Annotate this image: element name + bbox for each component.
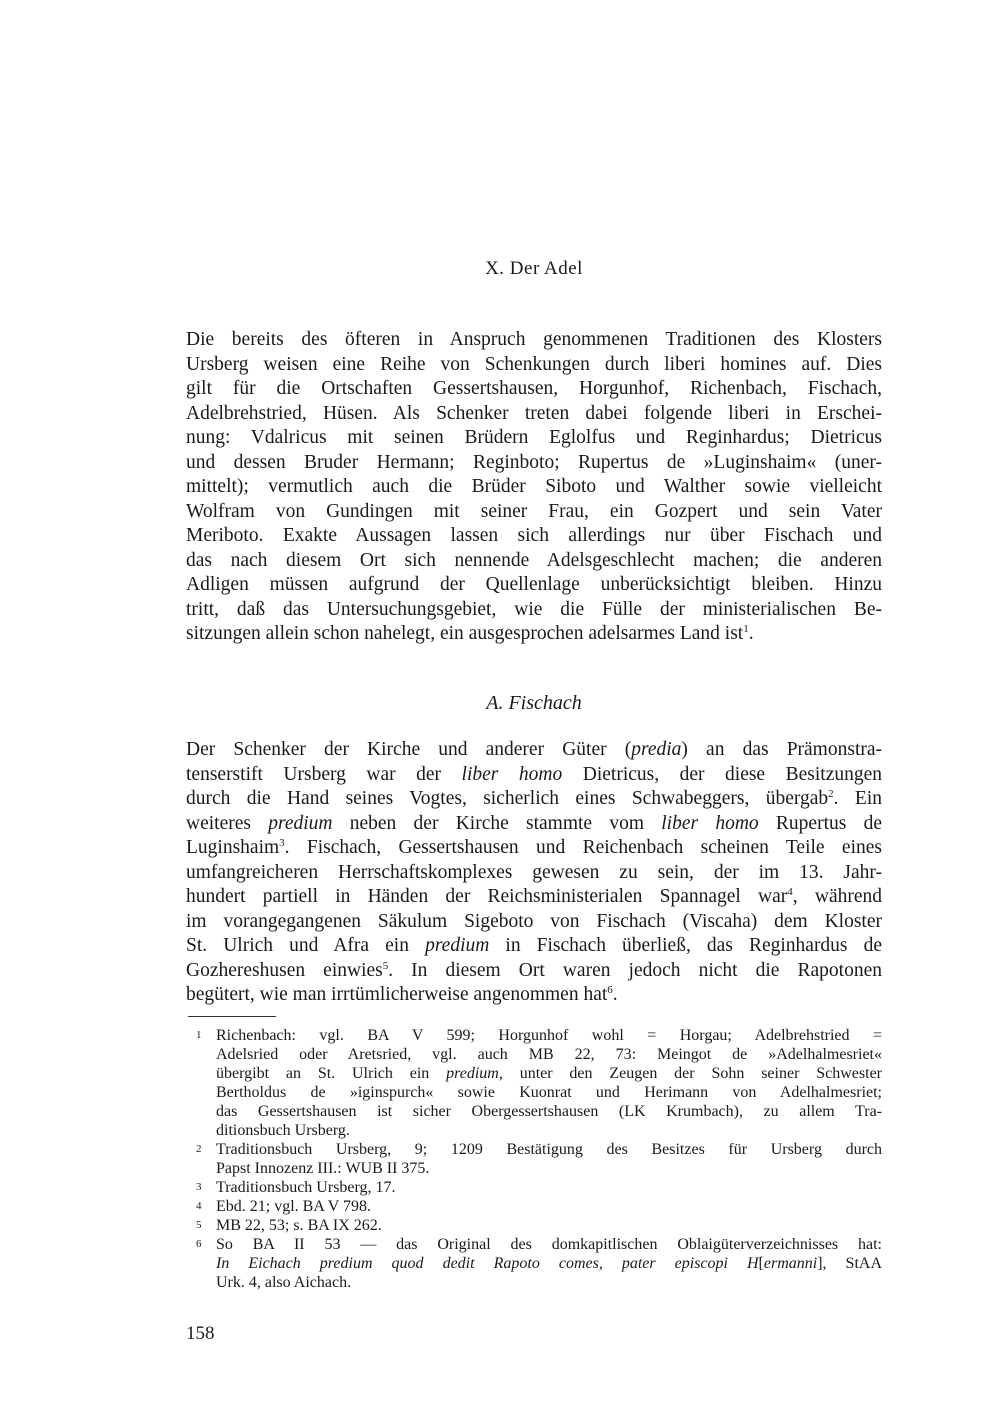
- text-line: gilt für die Ortschaften Gessertshausen, Horgunhof, Richenbach, Fischach,: [186, 378, 882, 399]
- text-line: Adligen müssen aufgrund der Quellenlage unberücksichtigt bleiben. Hinzu: [186, 574, 882, 595]
- footnote-line: Richenbach: vgl. BA V 599; Horgunhof wohl = Horgau; Adelbrehstried =: [216, 1027, 882, 1044]
- section-title: A. Fischach: [486, 692, 582, 714]
- footnote: [186, 1235, 882, 1292]
- text-line: nung: Vdalricus mit seinen Brüdern Eglolfus und Reginhardus; Dietricus: [186, 427, 882, 448]
- footnote: [186, 1026, 882, 1140]
- text-line: Gozhereshusen einwies$^5$. In diesem Ort waren jedoch nicht die Rapotonen: [186, 959, 882, 981]
- text-line: das nach diesem Ort sich nennende Adelsgeschlecht machen; die anderen: [186, 549, 882, 571]
- footnote-line: Adelsried oder Aretsried, vgl. auch MB 22, 73: Meingot de »Adelhalmesriet«: [216, 1046, 882, 1063]
- text-line: St. Ulrich und Afra ein predium in Fischach überließ, das Reginhardus de: [186, 935, 883, 956]
- text-line: durch die Hand seines Vogtes, sicherlich eines Schwabeggers, übergab$^2$. Ein: [186, 788, 882, 809]
- footnotes: [186, 1026, 882, 1292]
- text-line: umfangreicheren Herrschaftskomplexes gewesen zu sein, der im 13. Jahr-: [186, 861, 882, 883]
- footnote-line: Traditionsbuch Ursberg, 9; 1209 Bestätigung des Besitzes für Ursberg durch: [216, 1141, 882, 1158]
- text-line: Die bereits des öfteren in Anspruch genommenen Traditionen des Klosters: [186, 329, 882, 350]
- footnote-line: übergibt an St. Ulrich ein predium, unter den Zeugen der Sohn seiner Schwester: [216, 1065, 883, 1082]
- text-line: und dessen Bruder Hermann; Reginboto; Rupertus de »Luginshaim« (uner-: [186, 451, 882, 473]
- text-line: Der Schenker der Kirche und anderer Güter (predia) an das Prämonstra-: [186, 739, 882, 760]
- footnote-line: Traditionsbuch Ursberg, 17.: [216, 1179, 396, 1196]
- footnote-mark: 4: [787, 886, 793, 898]
- footnote: [186, 1178, 882, 1197]
- intro-paragraph: [186, 328, 882, 647]
- text-line: tenserstift Ursberg war der liber homo Dietricus, der diese Besitzungen: [186, 763, 882, 785]
- footnote-line: ditionsbuch Ursberg.: [216, 1122, 350, 1139]
- text-line: im vorangegangenen Säkulum Sigeboto von Fischach (Viscaha) dem Kloster: [186, 910, 882, 932]
- text-line: weiteres predium neben der Kirche stammte vom liber homo Rupertus de: [186, 812, 882, 834]
- text-line: Wolfram von Gundingen mit seiner Frau, ein Gozpert und sein Vater: [186, 500, 882, 522]
- page-number: 158: [186, 1323, 215, 1344]
- footnote: [186, 1140, 882, 1178]
- footnote-mark: 1: [743, 623, 749, 635]
- footnote-number: 1: [196, 1029, 202, 1041]
- text-line: sitzungen allein schon nahelegt, ein ausgesprochen adelsarmes Land ist$^1$.: [186, 623, 754, 644]
- footnote-number: 2: [196, 1143, 202, 1155]
- text-line: Adelbrehstried, Hüsen. Als Schenker treten dabei folgende liberi in Erschei-: [186, 402, 882, 424]
- footnote-line: Papst Innozenz III.: WUB II 375.: [216, 1160, 430, 1177]
- chapter-title: X. Der Adel: [485, 258, 583, 279]
- footnote: [186, 1216, 882, 1235]
- text-line: Ursberg weisen eine Reihe von Schenkungen durch liberi homines auf. Dies: [186, 353, 882, 375]
- footnote: [186, 1197, 882, 1216]
- footnote-line: MB 22, 53; s. BA IX 262.: [216, 1217, 382, 1234]
- footnote-divider: [188, 1016, 276, 1017]
- text-line: mittelt); vermutlich auch die Brüder Siboto und Walther sowie vielleicht: [186, 476, 882, 497]
- footnote-number: 4: [196, 1200, 202, 1212]
- footnote-mark: 5: [382, 959, 389, 972]
- footnote-line: Urk. 4, also Aichach.: [216, 1274, 352, 1291]
- text-line: tritt, daß das Untersuchungsgebiet, wie die Fülle der ministerialischen Be-: [186, 598, 882, 620]
- fischach-paragraph: [186, 738, 882, 1008]
- footnote-mark: 6: [607, 984, 613, 996]
- footnote-number: 6: [196, 1238, 202, 1250]
- footnote-line: So BA II 53 — das Original des domkapitlischen Oblaigüterverzeichnisses hat:: [216, 1236, 882, 1253]
- footnote-line: Ebd. 21; vgl. BA V 798.: [216, 1198, 371, 1215]
- footnote-number: 5: [196, 1219, 202, 1231]
- text-line: begütert, wie man irrtümlicherweise angenommen hat$^6$.: [186, 984, 618, 1005]
- footnote-number: 3: [196, 1181, 202, 1193]
- text-line: Meriboto. Exakte Aussagen lassen sich allerdings nur über Fischach und: [186, 525, 882, 546]
- text-line: Luginshaim$^3$. Fischach, Gessertshausen und Reichenbach scheinen Teile eines: [186, 837, 882, 858]
- footnote-mark: 3: [279, 837, 285, 849]
- footnote-mark: 2: [828, 788, 834, 800]
- text-line: hundert partiell in Händen der Reichsministerialen Spannagel war$^4$, während: [186, 886, 882, 907]
- footnote-line: In Eichach predium quod dedit Rapoto comes, pater episcopi H[ermanni], StAA: [216, 1255, 883, 1272]
- footnote-line: Bertholdus de »iginspurch« sowie Kuonrat und Herimann von Adelhalmesriet;: [216, 1084, 882, 1101]
- footnote-line: das Gessertshausen ist sicher Obergessertshausen (LK Krumbach), zu allem Tra-: [216, 1103, 882, 1120]
